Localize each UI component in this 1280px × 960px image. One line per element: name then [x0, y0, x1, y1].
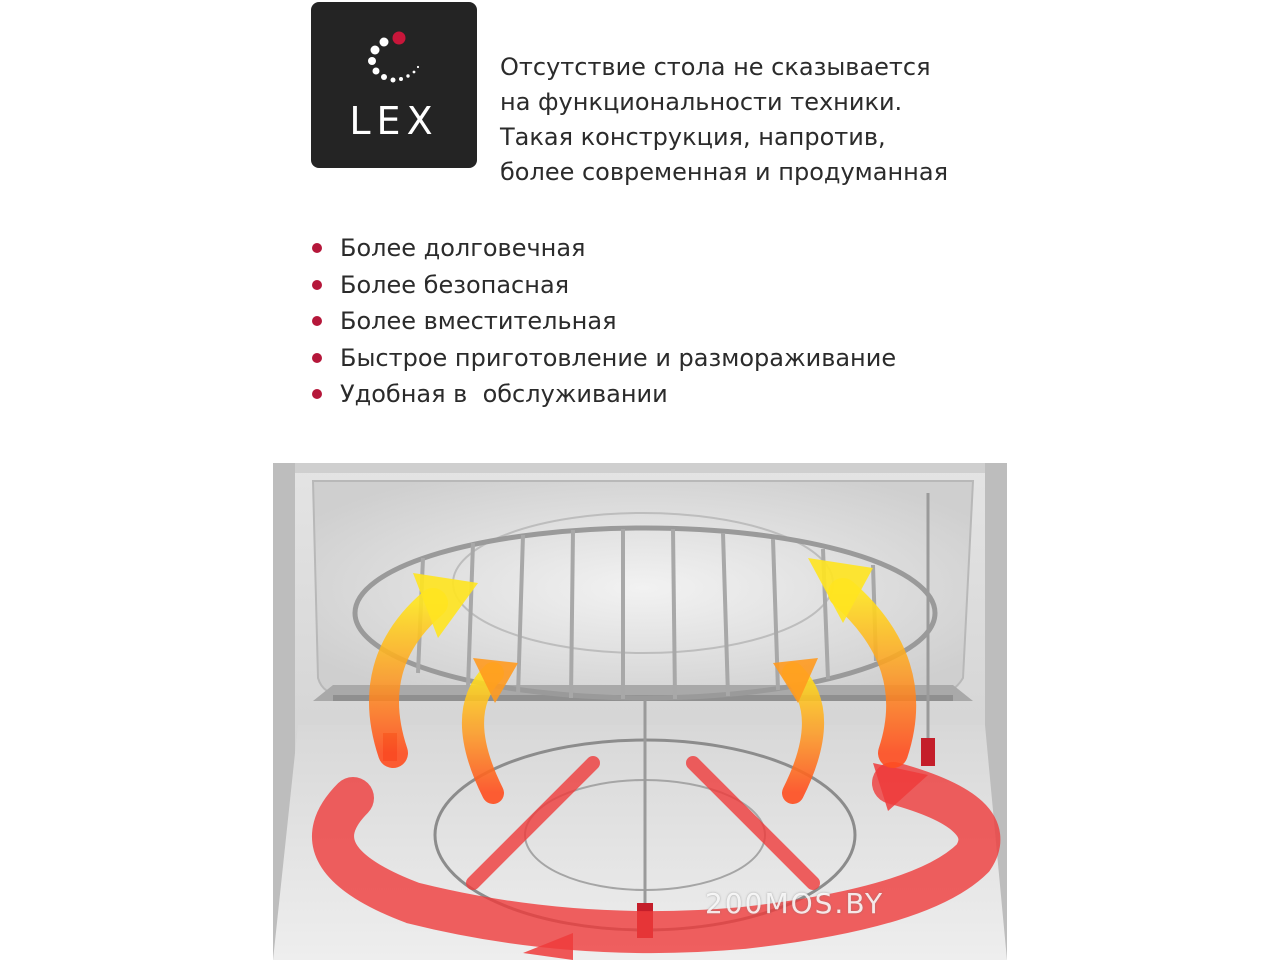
bullet-dot-icon — [312, 389, 322, 399]
feature-label: Более безопасная — [340, 270, 570, 299]
intro-line: Отсутствие стола не сказывается — [500, 53, 931, 81]
feature-label: Более долговечная — [340, 234, 586, 262]
feature-label: Удобная в обслуживании — [340, 380, 668, 408]
brand-logo — [311, 2, 477, 168]
bullet-dot-icon — [312, 280, 322, 290]
intro-line: на функциональности техники. — [500, 88, 903, 116]
feature-item — [310, 230, 896, 267]
microwave-illustration — [273, 463, 1007, 960]
intro-line: Такая конструкция, напротив, — [500, 123, 886, 151]
microwave-interior-photo — [273, 463, 1007, 960]
feature-item — [310, 303, 896, 340]
brand-logo-text: LEX — [349, 99, 439, 143]
bullet-dot-icon — [312, 353, 322, 363]
feature-item — [310, 340, 896, 377]
feature-item — [310, 376, 896, 413]
feature-label: Более вместительная — [340, 307, 617, 335]
bullet-dot-icon — [312, 316, 322, 326]
intro-text — [500, 50, 1040, 190]
feature-item — [310, 267, 896, 304]
bullet-dot-icon — [312, 243, 322, 253]
brand-logo-mark — [311, 2, 477, 168]
intro-line: более современная и продуманная — [500, 158, 949, 186]
feature-list — [310, 230, 896, 413]
feature-label: Быстрое приготовление и размораживание — [340, 343, 897, 372]
watermark: 200MOS.BY — [705, 887, 885, 920]
